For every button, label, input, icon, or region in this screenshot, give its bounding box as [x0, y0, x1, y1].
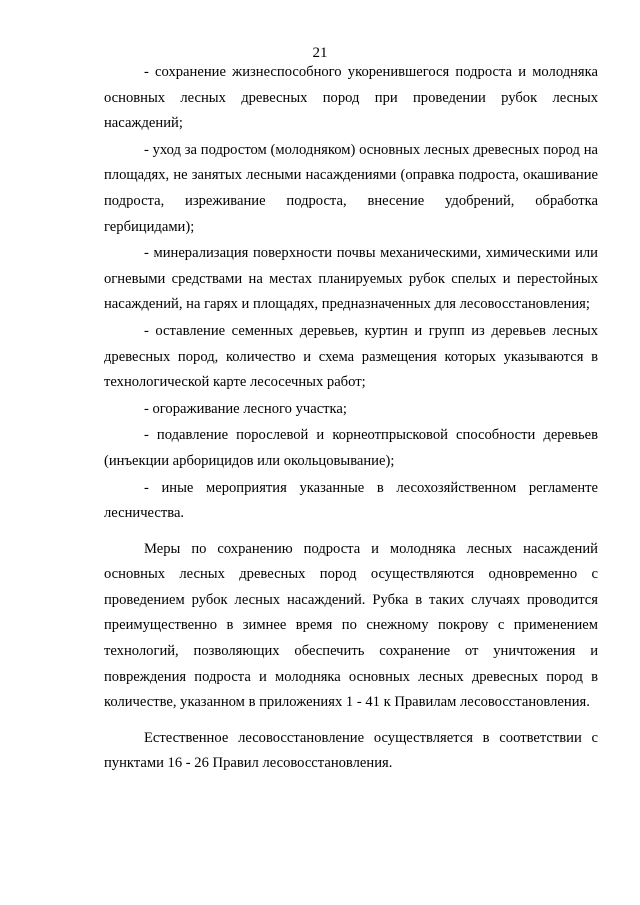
paragraph-fencing: - огораживание лесного участка; — [144, 400, 347, 417]
paragraph-seed-trees: - оставление семенных деревьев, куртин и групп из деревьев лесных древесных пород, количество и схема размещения которых указываются в технологической карте лесосечных работ; — [104, 322, 598, 391]
paragraph-natural-regeneration: Естественное лесовосстановление осуществляется в соответствии с пунктами 16 - 26 Правил лесовосстановления. — [104, 729, 598, 772]
paragraph-undergrowth-care: - уход за подростом (молодняком) основных лесных древесных пород на площадях, не занятых лесными насаждениями (оправка подроста, окашивание подроста, изреживание подроста, внесение удобрений, обработка гербицидами); — [104, 141, 598, 235]
paragraph-soil-mineralization: - минерализация поверхности почвы механическими, химическими или огневыми средствами на местах планируемых рубок спелых и перестойных насаждений, на гарях и площадях, предназначенных для лесовосстановления; — [104, 245, 598, 313]
paragraph-preserve-undergrowth: - сохранение жизнеспособного укоренившегося подроста и молодняка основных лесных древесных пород при проведении рубок лесных насаждений; — [104, 64, 598, 132]
paragraph-sprout-suppression: - подавление порослевой и корнеотпрысковой способности деревьев (инъекции арборицидов или окольцовывание); — [104, 427, 598, 469]
page-number: 21 — [312, 45, 328, 61]
paragraph-other-measures: - иные мероприятия указанные в лесохозяйственном регламенте лесничества. — [104, 479, 598, 522]
paragraph-preservation-measures: Меры по сохранению подроста и молодняка лесных насаждений основных лесных древесных пород осуществляются одновременно с проведением рубок лесных насаждений. Рубка в таких случаях проводится преимущественно в зимнее время по снежному покрову с применением технологий, позволяющих обеспечить сохранение от уничтожения и повреждения подроста и молодняка основных лесных древесных пород в количестве, указанном в приложениях 1 - 41 к Правилам лесовосстановления. — [104, 540, 598, 711]
document-body — [104, 60, 598, 777]
